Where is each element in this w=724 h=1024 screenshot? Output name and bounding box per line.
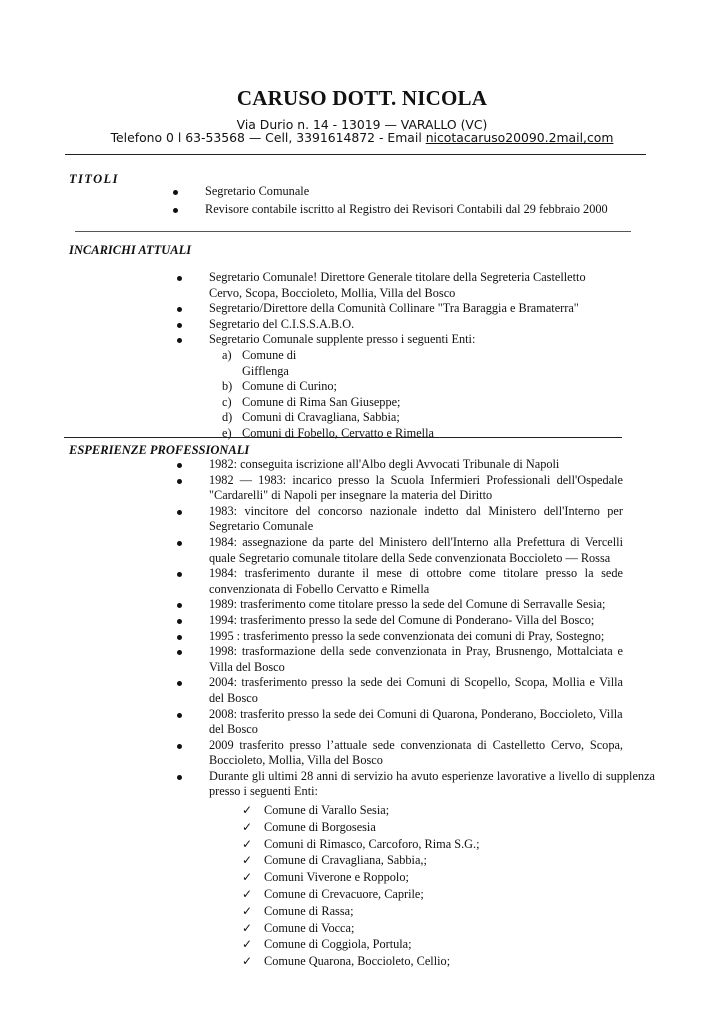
list-item-text: 1994: trasferimento presso la sede del Comune di Ponderano- Villa del Bosco; <box>209 612 595 627</box>
sublist-item-text: Comune di Curino; <box>242 379 337 394</box>
list-item-text: 2004: trasferimento presso la sede dei Comuni di Scopello, Scopa, Mollia e Villa del Bosco <box>209 675 623 705</box>
bullet-icon <box>177 619 182 624</box>
bullet-icon <box>177 603 182 608</box>
check-item-text: Comune di Vocca; <box>264 920 355 935</box>
checkmark-icon: ✓ <box>242 870 253 885</box>
section-heading-esperienze: ESPERIENZE PROFESSIONALI <box>69 443 250 457</box>
bullet-icon <box>177 681 182 686</box>
sublist-item-text: Comune di Rima San Giuseppe; <box>242 394 401 409</box>
list-item-text: 1995 : trasferimento presso la sede convenzionata dei comuni di Pray, Sostegno; <box>209 628 605 643</box>
list-item <box>209 597 655 613</box>
list-item <box>209 270 595 301</box>
incarichi-list <box>209 270 595 442</box>
person-name: CARUSO DOTT. NICOLA <box>236 86 488 110</box>
bullet-icon <box>177 323 182 328</box>
check-item <box>242 819 655 836</box>
check-item <box>242 802 655 819</box>
bullet-icon <box>177 635 182 640</box>
header-divider <box>65 154 646 155</box>
list-item-text: 1998: trasformazione della sede convenzionata in Pray, Brusnengo, Mottalciata e Villa del Bosco <box>209 644 623 674</box>
list-item <box>209 457 655 473</box>
supplenze-check-list <box>242 802 655 970</box>
check-item-text: Comune di Crevacuore, Caprile; <box>264 887 424 902</box>
list-item <box>209 317 595 333</box>
list-item <box>209 707 623 738</box>
list-item-text: 1989: trasferimento come titolare presso la sede del Comune di Serravalle Sesia; <box>209 597 606 612</box>
sublist-marker: e) <box>222 425 232 440</box>
sublist-item <box>222 379 595 395</box>
bullet-icon <box>177 650 182 655</box>
sublist-item <box>222 426 595 442</box>
bullet-icon <box>177 775 182 780</box>
list-item-text: 1982: conseguita iscrizione all'Albo degli Avvocati Tribunale di Napoli <box>209 457 560 471</box>
list-item <box>209 535 623 566</box>
bullet-icon <box>173 190 178 195</box>
supplenze-sublist <box>222 348 595 442</box>
sublist-item <box>222 395 595 411</box>
list-item <box>209 613 655 629</box>
list-item <box>209 738 623 769</box>
section-divider <box>64 437 622 438</box>
bullet-icon <box>177 479 182 484</box>
contact-line <box>0 130 724 145</box>
check-item <box>242 903 655 920</box>
check-item-text: Comune di Varallo Sesia; <box>264 803 390 818</box>
checkmark-icon: ✓ <box>242 937 253 952</box>
list-item-text: Segretario Comunale <box>205 184 310 198</box>
list-item-text: 1982 — 1983: incarico presso la Scuola Infermieri Professionali dell'Ospedale "Cardarelli" di Napoli per insegnare la materia del Diritto <box>209 472 623 503</box>
sublist-item-text: Comune di Gifflenga <box>242 347 297 378</box>
checkmark-icon: ✓ <box>242 819 253 834</box>
check-item-text: Comune di Borgosesia <box>264 819 376 834</box>
sublist-item-text: Comuni di Cravagliana, Sabbia; <box>242 410 400 425</box>
bullet-icon <box>173 208 178 213</box>
checkmark-icon: ✓ <box>242 903 253 918</box>
checkmark-icon: ✓ <box>242 803 253 818</box>
bullet-icon <box>177 713 182 718</box>
list-item <box>209 675 623 706</box>
list-item-text: Segretario del C.I.S.S.A.B.O. <box>209 316 355 331</box>
section-divider <box>75 231 631 232</box>
bullet-icon <box>177 744 182 749</box>
bullet-icon <box>177 541 182 546</box>
list-item <box>209 504 623 535</box>
sublist-marker: c) <box>222 394 232 409</box>
bullet-icon <box>177 276 182 281</box>
list-item-text: 2009 trasferito presso l’attuale sede convenzionata di Castelletto Cervo, Scopa, Boccioleto, Mollia, Villa del Bosco <box>209 737 623 768</box>
list-item-text: 2008: trasferito presso la sede dei Comuni di Quarona, Ponderano, Boccioleto, Villa del Bosco <box>209 706 623 737</box>
list-item-text: Segretario Comunale! Direttore Generale titolare della Segreteria Castelletto Cervo, Scopa, Boccioleto, Mollia, Villa del Bosco <box>209 270 586 300</box>
email-link[interactable]: nicotacaruso20090.2mail,com <box>425 130 614 145</box>
list-item <box>209 473 623 504</box>
bullet-icon <box>177 463 182 468</box>
address-line: Via Durio n. 14 - 13019 — VARALLO (VC) <box>236 117 488 132</box>
check-item-text: Comune di Cravagliana, Sabbia,; <box>264 853 427 868</box>
list-item-text: Revisore contabile iscritto al Registro dei Revisori Contabili dal 29 febbraio 2000 <box>205 201 608 216</box>
sublist-marker: a) <box>222 347 232 362</box>
sublist-item <box>222 410 595 426</box>
list-item <box>209 644 623 675</box>
check-item-text: Comuni di Rimasco, Carcoforo, Rima S.G.; <box>264 836 480 851</box>
check-item-text: Comuni Viverone e Roppolo; <box>264 870 409 885</box>
sublist-item-text: Comuni di Fobello, Cervatto e Rimella <box>242 425 434 440</box>
esperienze-list <box>209 457 655 970</box>
checkmark-icon: ✓ <box>242 920 253 935</box>
list-item-text: Segretario/Direttore della Comunità Collinare "Tra Baraggia e Bramaterra" <box>209 301 579 316</box>
list-item <box>209 629 655 645</box>
list-item-text: 1984: trasferimento durante il mese di ottobre come titolare presso la sede convenzionata di Fobello Cervatto e Rimella <box>209 566 623 596</box>
sublist-marker: d) <box>222 410 233 425</box>
check-item <box>242 953 655 970</box>
list-item-text: 1983: vincitore del concorso nazionale indetto dal Ministero dell'Interno per Segretario Comunale <box>209 503 623 534</box>
list-item <box>209 769 655 970</box>
check-item-text: Comune Quarona, Boccioleto, Cellio; <box>264 954 451 969</box>
check-item <box>242 936 655 953</box>
list-item <box>205 184 625 200</box>
bullet-icon <box>177 510 182 515</box>
checkmark-icon: ✓ <box>242 836 253 851</box>
check-item <box>242 920 655 937</box>
checkmark-icon: ✓ <box>242 887 253 902</box>
list-item <box>209 301 595 317</box>
list-item <box>209 566 623 597</box>
checkmark-icon: ✓ <box>242 853 253 868</box>
check-item <box>242 852 655 869</box>
check-item <box>242 869 655 886</box>
contact-phones: Telefono 0 l 63-53568 — Cell, 3391614872 - Email <box>110 130 426 145</box>
bullet-icon <box>177 572 182 577</box>
bullet-icon <box>177 338 182 343</box>
list-item <box>209 332 595 441</box>
sublist-marker: b) <box>222 379 233 394</box>
bullet-icon <box>177 307 182 312</box>
check-item <box>242 886 655 903</box>
check-item <box>242 836 655 853</box>
section-heading-titoli: TITOLI <box>69 172 119 186</box>
checkmark-icon: ✓ <box>242 954 253 969</box>
list-item <box>205 202 625 218</box>
list-item-text: Segretario Comunale supplente presso i seguenti Enti: <box>209 332 476 347</box>
list-item-text: 1984: assegnazione da parte del Ministero dell'Interno alla Prefettura di Vercelli quale Segretario comunale titolare della Sede convenzionata Boccioleto — Rossa <box>209 534 623 565</box>
titoli-list <box>205 184 625 217</box>
check-item-text: Comune di Coggiola, Portula; <box>264 937 412 952</box>
list-item-text: Durante gli ultimi 28 anni di servizio ha avuto esperienze lavorative a livello di supplenza presso i seguenti Enti: <box>209 768 655 799</box>
sublist-item <box>222 348 304 379</box>
section-heading-incarichi: INCARICHI ATTUALI <box>69 243 192 257</box>
check-item-text: Comune di Rassa; <box>264 903 354 918</box>
